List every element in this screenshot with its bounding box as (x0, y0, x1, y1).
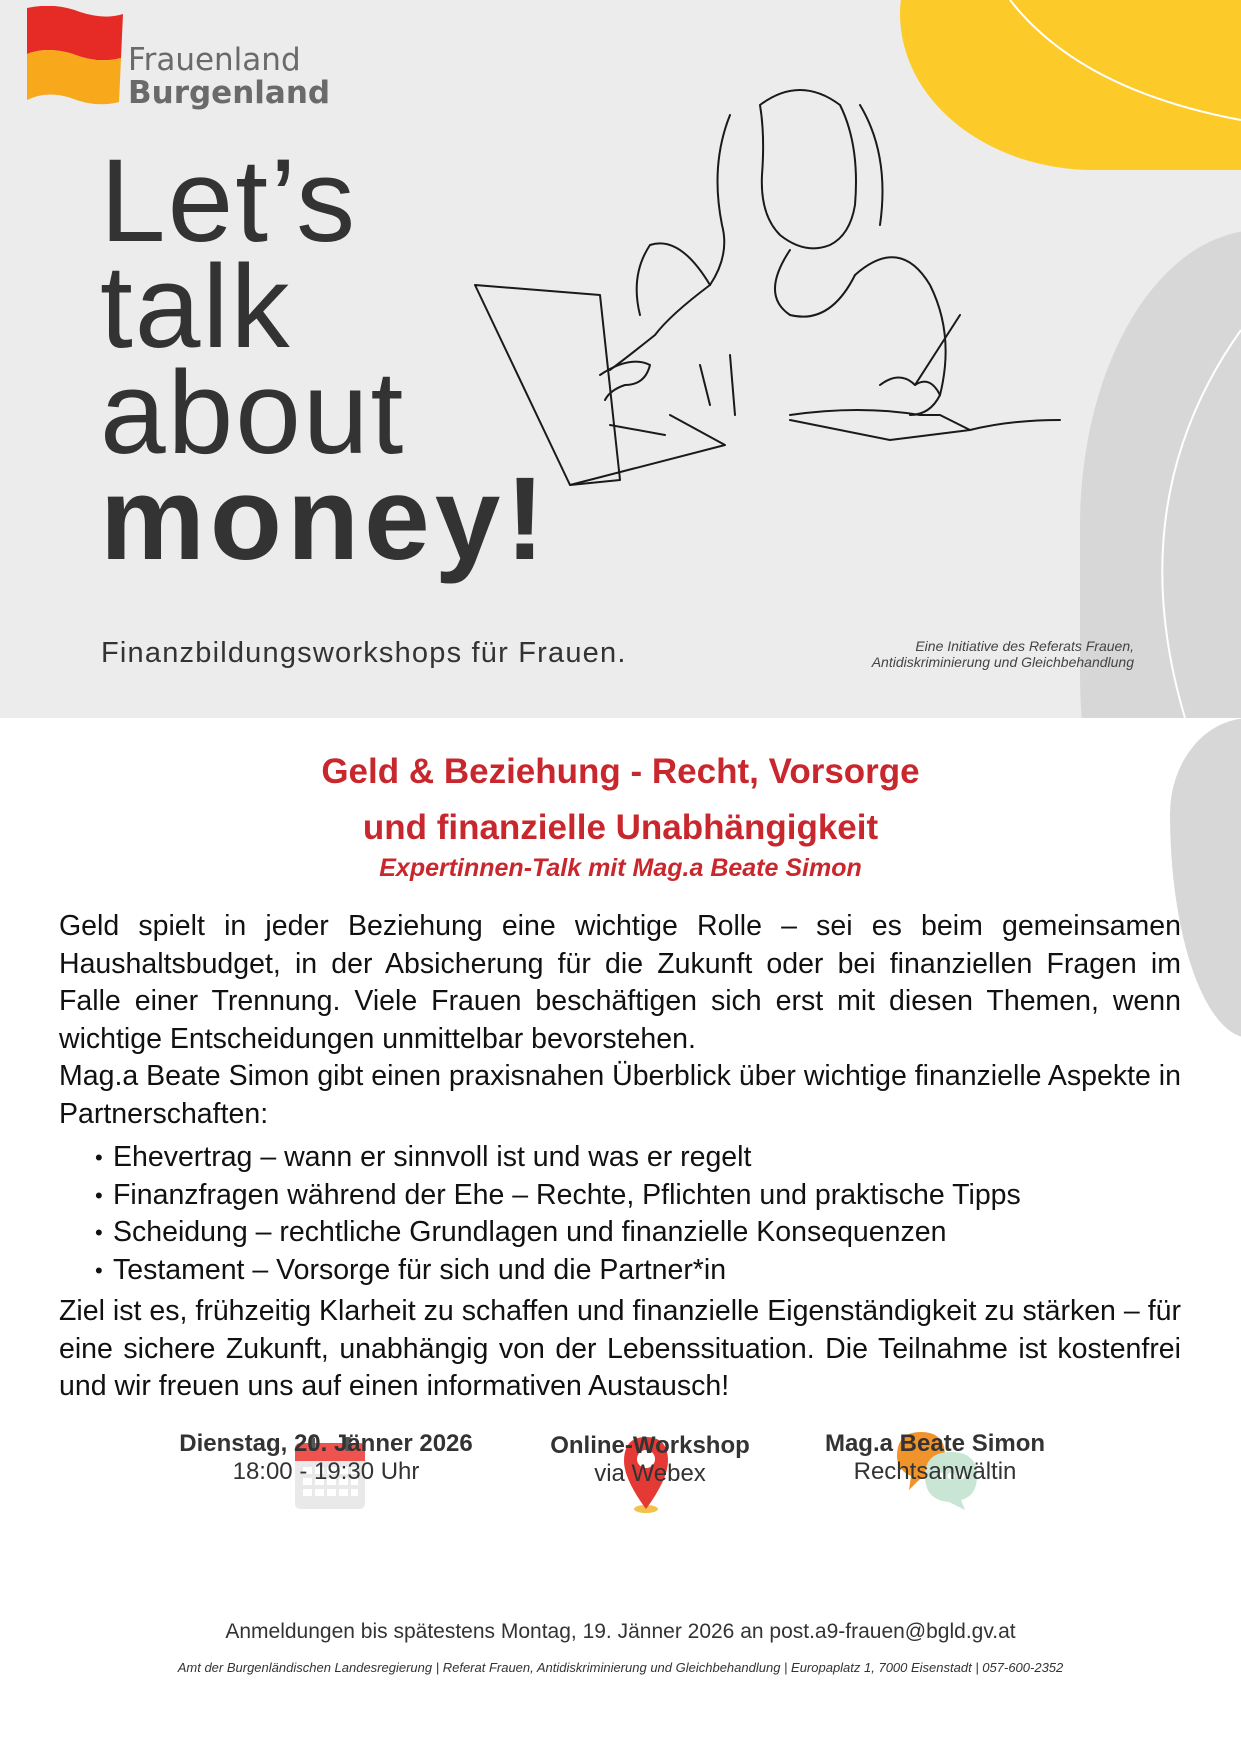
speaker-name: Mag.a Beate Simon (824, 1430, 1046, 1457)
list-item: • Testament – Vorsorge für sich und die Partner*in (95, 1252, 1181, 1290)
closing-paragraph: Ziel ist es, frühzeitig Klarheit zu schaffen und finanzielle Eigenständigkeit zu stärken – für eine sichere Zukunft, unabhängig von der Lebenssituation. Die Teilnahme ist kostenfrei und wir freuen uns auf einen informativen Austausch! (59, 1295, 1181, 1402)
headline-line3: about (100, 347, 406, 479)
intro-paragraph-2: Mag.a Beate Simon gibt einen praxisnahen Überblick über wichtige finanzielle Aspekte in Partnerschaften: (59, 1060, 1181, 1130)
footer-address: Amt der Burgenländischen Landesregierung | Referat Frauen, Antidiskriminierung und Gleichbehandlung | Europaplatz 1, 7000 Eisenstadt | 057-600-2352 (177, 1660, 1064, 1675)
topic-list (95, 1139, 1181, 1289)
woman-at-laptop-illustration-icon (460, 85, 1100, 505)
headline-line2: talk (100, 241, 292, 373)
list-item: • Finanzfragen während der Ehe – Rechte, Pflichten und praktische Tipps (95, 1177, 1181, 1215)
headline-line1: Let’s (100, 135, 358, 267)
logo-line1: Frauenland (128, 42, 301, 78)
speaker-role: Rechtsanwältin (853, 1458, 1017, 1485)
event-subtitle: Expertinnen-Talk mit Mag.a Beate Simon (379, 854, 862, 882)
list-item: • Ehevertrag – wann er sinnvoll ist und was er regelt (95, 1139, 1181, 1177)
intro-paragraph: Geld spielt in jeder Beziehung eine wichtige Rolle – sei es beim gemeinsamen Haushaltsbudget, in der Absicherung für die Zukunft oder bei finanziellen Fragen im Falle einer Trennung. Viele Frauen beschäftigen sich erst mit diesen Themen, wenn wichtige Entscheidungen unmittelbar bevorstehen. (59, 910, 1181, 1055)
info-speaker (790, 1430, 1080, 1486)
event-title-line1: Geld & Beziehung - Recht, Vorsorge (321, 752, 920, 791)
event-format: Online-Workshop (550, 1432, 750, 1459)
initiative-line2: Antidiskriminierung und Gleichbehandlung (871, 654, 1134, 670)
event-description (59, 908, 1181, 1406)
info-location (500, 1432, 800, 1488)
hero-section (0, 0, 1241, 718)
event-platform: via Webex (594, 1460, 706, 1487)
initiative-line1: Eine Initiative des Referats Frauen, (915, 638, 1134, 654)
initiative-note (760, 638, 1134, 670)
tagline: Finanzbildungsworkshops für Frauen. (101, 637, 627, 669)
list-item: • Scheidung – rechtliche Grundlagen und finanzielle Konsequenzen (95, 1214, 1181, 1252)
event-time: 18:00 - 19:30 Uhr (232, 1458, 420, 1485)
event-title-line2: und finanzielle Unabhängigkeit (362, 808, 879, 847)
event-title (0, 744, 1241, 856)
headline-line4: money! (100, 453, 550, 585)
logo-line2: Burgenland (128, 75, 331, 111)
registration-note: Anmeldungen bis spätestens Montag, 19. Jänner 2026 an post.a9-frauen@bgld.gv.at (225, 1620, 1016, 1643)
event-date: Dienstag, 20. Jänner 2026 (179, 1430, 473, 1457)
info-date (146, 1430, 506, 1486)
burgenland-flag-icon (25, 6, 125, 106)
